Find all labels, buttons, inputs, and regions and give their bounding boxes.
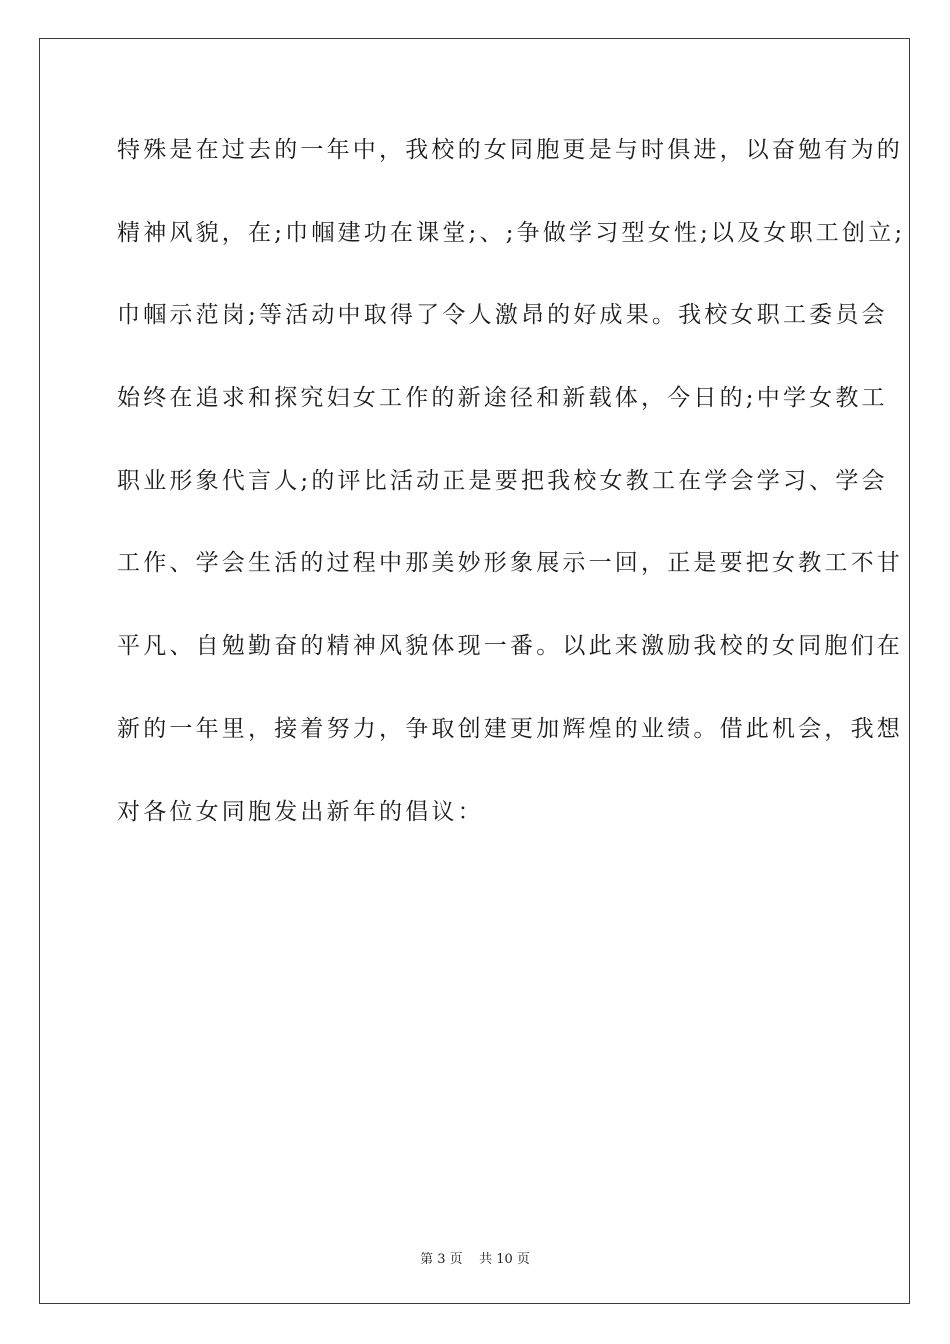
- text-line: 特殊是在过去的一年中，我校的女同胞更是与时俱进，以奋勉有为的: [117, 137, 903, 163]
- document-body: [117, 126, 906, 870]
- text-line: 新的一年里，接着努力，争取创建更加辉煌的业绩。借此机会，我想: [117, 715, 903, 742]
- text-line: 精神风貌，在;巾帼建功在课堂;、;争做学习型女性;以及女职工创立;: [117, 219, 906, 246]
- text-line: 对各位女同胞发出新年的倡议：: [117, 798, 484, 825]
- text-line: 巾帼示范岗;等活动中取得了令人激昂的好成果。我校女职工委员会: [117, 302, 888, 329]
- text-line: 工作、学会生活的过程中那美妙形象展示一回，正是要把女教工不甘: [117, 550, 903, 577]
- text-line: 职业形象代言人;的评比活动正是要把我校女教工在学会学习、学会: [117, 467, 888, 494]
- text-line: 平凡、自勉勤奋的精神风貌体现一番。以此来激励我校的女同胞们在: [117, 633, 903, 660]
- page-number-footer: 第 3 页 共 10 页: [420, 1252, 530, 1267]
- text-line: 始终在追求和探究妇女工作的新途径和新载体，今日的;中学女教工: [117, 385, 888, 412]
